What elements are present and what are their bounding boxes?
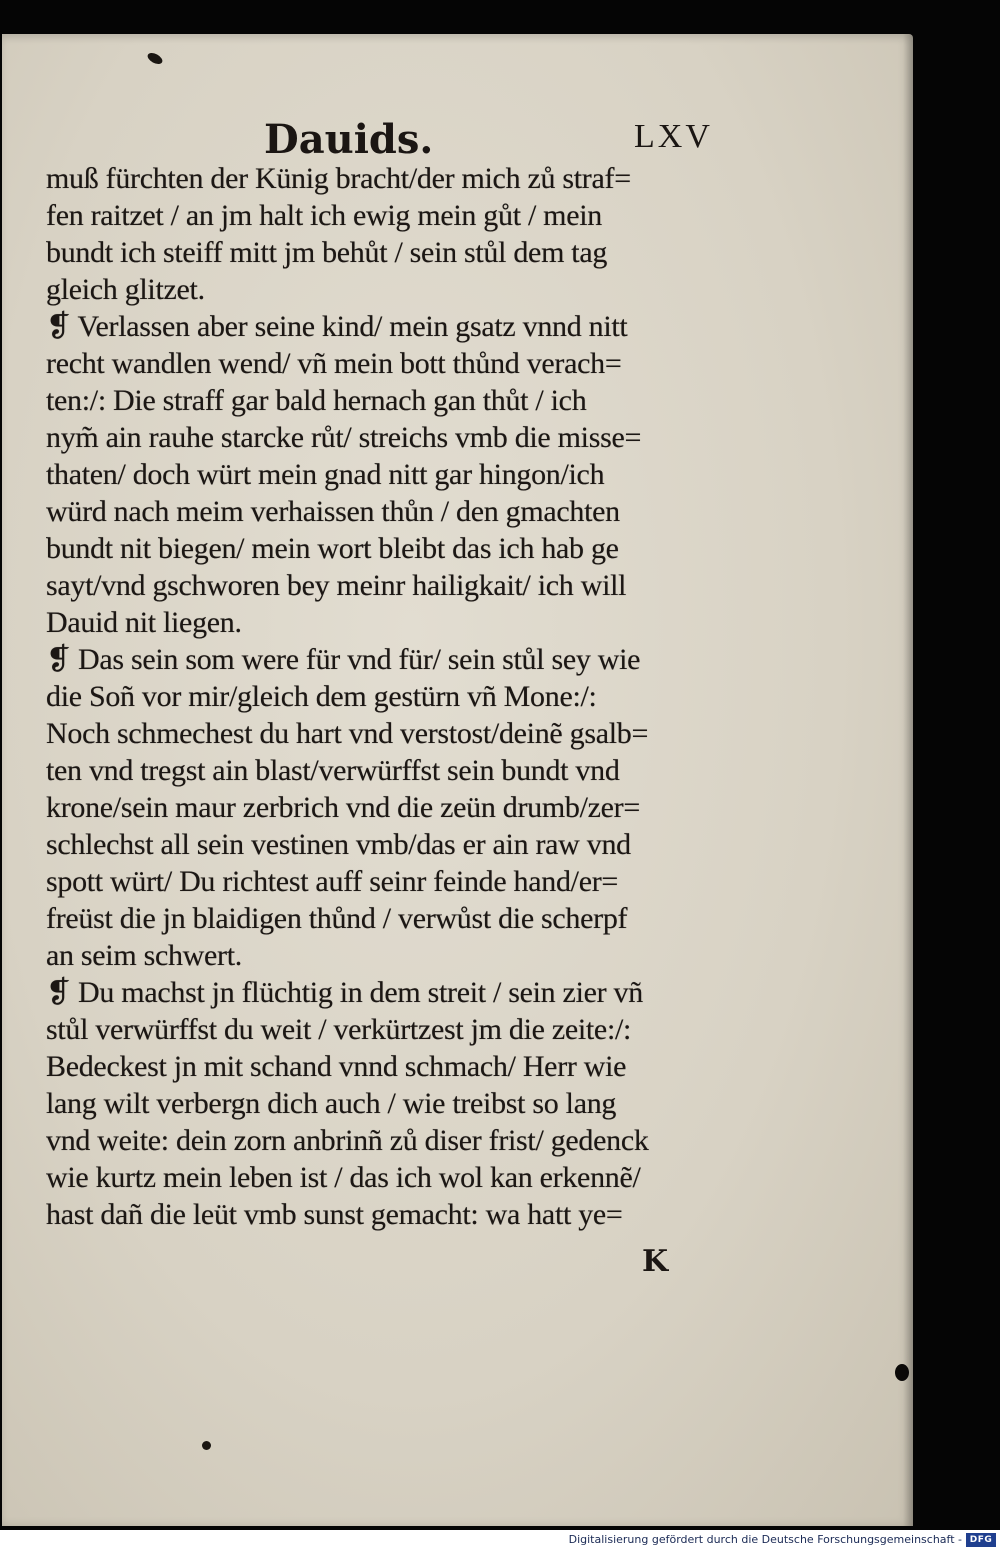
text-line: bundt ich steiff mitt jm behůt / sein stůl dem tag [46, 236, 608, 269]
text-line: Dauid nit liegen. [46, 606, 242, 639]
text-line: stůl verwürffst du weit / verkürtzest jm die zeite:/: [46, 1013, 632, 1046]
book-page [2, 34, 913, 1526]
text-line: ten vnd tregst ain blast/verwürffst sein bundt vnd [46, 754, 620, 787]
text-line: vnd weite: dein zorn anbrinñ zů diser frist/ gedenck [46, 1124, 649, 1157]
text-line: hast dañ die leüt vmb sunst gemacht: wa hatt ye= [46, 1198, 623, 1231]
text-line: an seim schwert. [46, 939, 242, 972]
text-line: Bedeckest jn mit schand vnnd schmach/ Herr wie [46, 1050, 627, 1083]
text-line: schlechst all sein vestinen vmb/das er ain raw vnd [46, 828, 631, 861]
text-line: thaten/ doch würt mein gnad nitt gar hingon/ich [46, 458, 605, 491]
ink-speck [146, 51, 164, 66]
credit-bar [0, 1530, 1000, 1551]
text-line: spott würt/ Du richtest auff seinr feinde hand/er= [46, 865, 619, 898]
text-line: recht wandlen wend/ vñ mein bott thůnd verach= [46, 347, 622, 380]
funding-credit: Digitalisierung gefördert durch die Deutsche Forschungsgemeinschaft - [568, 1533, 962, 1546]
dfg-logo[interactable]: DFG [966, 1533, 996, 1547]
text-line: lang wilt verbergn dich auch / wie treibst so lang [46, 1087, 617, 1120]
text-line: sayt/vnd gschworen bey meinr hailigkait/ ich will [46, 569, 627, 602]
text-line: bundt nit biegen/ mein wort bleibt das ich hab ge [46, 532, 619, 565]
text-line: würd nach meim verhaissen thůn / den gmachten [46, 495, 620, 528]
page-header [2, 116, 913, 163]
running-head: Dauids. [264, 116, 434, 163]
text-line: nym̃ ain rauhe starcke růt/ streichs vmb die misse= [46, 421, 642, 454]
text-line: muß fürchten der Künig bracht/der mich zů straf= [46, 162, 631, 195]
ink-speck [202, 1441, 211, 1450]
text-line: ❡ Das sein som were für vnd für/ sein stůl sey wie [46, 643, 641, 676]
signature-mark: K [642, 1244, 669, 1279]
text-line: gleich glitzet. [46, 273, 205, 306]
text-line: ❡ Du machst jn flüchtig in dem streit / sein zier vñ [46, 976, 643, 1009]
text-line: die Soñ vor mir/gleich dem gestürn vñ Mone:/: [46, 680, 597, 713]
text-line: ten:/: Die straff gar bald hernach gan thůt / ich [46, 384, 587, 417]
folio-number: LXV [634, 118, 713, 155]
text-line: Noch schmechest du hart vnd verstost/deinẽ gsalb= [46, 717, 649, 750]
text-line: freüst die jn blaidigen thůnd / verwůst die scherpf [46, 902, 628, 935]
text-line: wie kurtz mein leben ist / das ich wol kan erkennẽ/ [46, 1161, 641, 1194]
text-line: ❡ Verlassen aber seine kind/ mein gsatz vnnd nitt [46, 310, 628, 343]
text-line: fen raitzet / an jm halt ich ewig mein gůt / mein [46, 199, 602, 232]
text-line: krone/sein maur zerbrich vnd die zeün drumb/zer= [46, 791, 640, 824]
ink-speck [895, 1364, 909, 1381]
text-block [46, 160, 758, 1233]
